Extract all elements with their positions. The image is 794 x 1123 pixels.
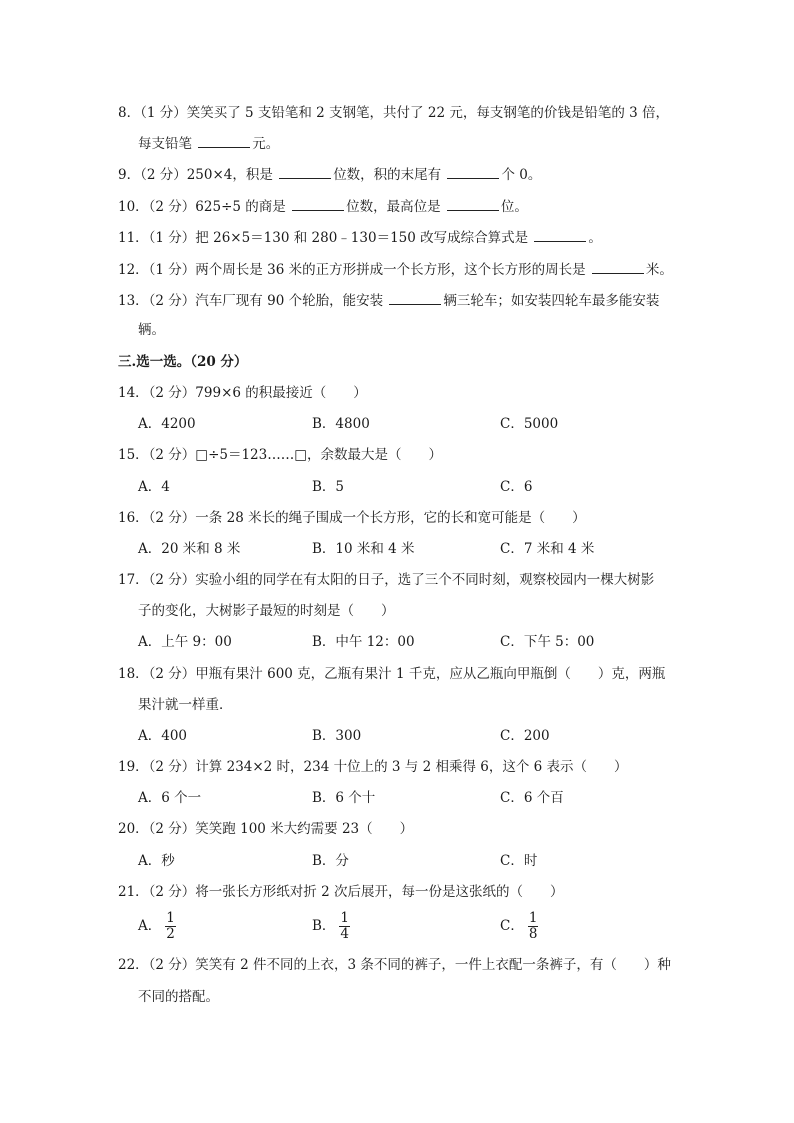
option-b[interactable]: B．分 — [312, 853, 349, 869]
option-a[interactable]: A．6 个一 — [138, 790, 202, 806]
answer-blank — [292, 196, 344, 211]
question-10 — [118, 196, 528, 217]
option-b[interactable]: B．300 — [312, 728, 362, 744]
q12-text-a: 12．（1 分）两个周长是 36 米的正方形拼成一个长方形，这个长方形的周长是 — [118, 262, 586, 278]
option-c[interactable]: C．时 — [500, 853, 538, 869]
question-17-line-2: 子的变化，大树影子最短的时刻是（ ） — [138, 603, 395, 619]
q13-text-b: 辆三轮车；如安装四轮车最多能安装 — [443, 293, 660, 309]
option-b-label: B． — [312, 918, 336, 934]
question-18-options — [138, 726, 658, 746]
q9-text-c: 个 0。 — [501, 167, 542, 183]
question-14-stem: 14．（2 分）799×6 的积最接近（ ） — [118, 385, 367, 401]
denominator: 8 — [528, 926, 538, 942]
option-c[interactable]: C．6 个百 — [500, 790, 564, 806]
answer-blank — [279, 164, 331, 179]
section-heading: 三.选一选。（20 分） — [118, 354, 248, 370]
q10-text-c: 位。 — [500, 199, 528, 215]
question-9 — [118, 164, 541, 185]
q9-text-b: 位数，积的末尾有 — [333, 167, 442, 183]
option-c[interactable]: C．7 米和 4 米 — [500, 541, 595, 557]
answer-blank — [198, 133, 250, 148]
q10-text-a: 10．（2 分）625÷5 的商是 — [118, 199, 286, 215]
option-a-label: A． — [138, 918, 162, 934]
question-18-line-2: 果汁就一样重． — [138, 697, 233, 713]
question-15-options — [138, 477, 658, 497]
q12-text-b: 米。 — [645, 262, 673, 278]
question-19-stem: 19．（2 分）计算 234×2 时，234 十位上的 3 与 2 相乘得 6，这个 6 表示（ ） — [118, 759, 628, 775]
question-12 — [118, 259, 673, 280]
denominator: 4 — [340, 926, 350, 942]
denominator: 2 — [166, 926, 175, 942]
option-a[interactable]: A．4 — [138, 479, 170, 495]
question-16-stem: 16．（2 分）一条 28 米长的绳子围成一个长方形，它的长和宽可能是（ ） — [118, 510, 586, 526]
question-21-stem: 21．（2 分）将一张长方形纸对折 2 次后展开，每一份是这张纸的（ ） — [118, 884, 564, 900]
q13-text-a: 13．（2 分）汽车厂现有 90 个轮胎，能安装 — [118, 293, 384, 309]
question-22-line-2: 不同的搭配。 — [138, 989, 219, 1005]
question-16-options — [138, 539, 658, 559]
question-13-line-2: 辆。 — [138, 322, 165, 338]
q8-unit: 元。 — [252, 136, 280, 152]
fraction — [339, 911, 350, 942]
question-19-options — [138, 788, 658, 808]
q11-text-a: 11．（1 分）把 26×5＝130 和 280﹣130＝150 改写成综合算式是 — [118, 230, 529, 246]
numerator: 1 — [166, 910, 175, 926]
q11-text-b: 。 — [588, 230, 602, 246]
option-c[interactable] — [500, 908, 538, 944]
fraction — [165, 911, 176, 942]
answer-blank — [447, 164, 499, 179]
question-20-stem: 20．（2 分）笑笑跑 100 米大约需要 23（ ） — [118, 821, 414, 837]
question-17-line-1: 17．（2 分）实验小组的同学在有太阳的日子，选了三个不同时刻，观察校园内一棵大树影 — [118, 572, 655, 588]
question-14-options — [138, 414, 658, 434]
option-a[interactable]: A．400 — [138, 728, 188, 744]
fraction — [528, 911, 539, 942]
option-b[interactable]: B．10 米和 4 米 — [312, 541, 415, 557]
question-21-options — [138, 908, 658, 944]
option-b[interactable]: B．中午 12：00 — [312, 634, 415, 650]
option-b[interactable]: B．4800 — [312, 416, 370, 432]
q10-text-b: 位数，最高位是 — [346, 199, 441, 215]
question-15-stem: 15．（2 分）□÷5＝123……□，余数最大是（ ） — [118, 447, 442, 463]
question-13-line-1 — [118, 290, 659, 311]
option-c[interactable]: C．下午 5：00 — [500, 634, 595, 650]
q8-text: 每支铅笔 — [138, 136, 192, 152]
numerator: 1 — [528, 910, 538, 926]
question-11 — [118, 227, 602, 248]
numerator: 1 — [340, 910, 350, 926]
q9-text-a: 9．（2 分）250×4，积是 — [118, 167, 273, 183]
question-17-options — [138, 632, 658, 652]
option-c[interactable]: C．6 — [500, 479, 533, 495]
option-b[interactable]: B．6 个十 — [312, 790, 376, 806]
answer-blank — [389, 290, 441, 305]
answer-blank — [447, 196, 499, 211]
question-8-line-2 — [138, 133, 279, 154]
question-20-options — [138, 851, 658, 871]
option-c[interactable]: C．200 — [500, 728, 550, 744]
option-a[interactable]: A．20 米和 8 米 — [138, 541, 241, 557]
option-a[interactable] — [138, 908, 176, 944]
option-a[interactable]: A．4200 — [138, 416, 196, 432]
question-18-line-1: 18．（2 分）甲瓶有果汁 600 克，乙瓶有果汁 1 千克，应从乙瓶向甲瓶倒（ ）克，两瓶 — [118, 666, 666, 682]
question-8-line-1: 8．（1 分）笑笑买了 5 支铅笔和 2 支钢笔，共付了 22 元，每支钢笔的价钱是铅笔的 3 倍， — [118, 105, 669, 121]
option-c[interactable]: C．5000 — [500, 416, 559, 432]
answer-blank — [592, 259, 644, 274]
option-a[interactable]: A．上午 9：00 — [138, 634, 232, 650]
option-c-label: C． — [500, 918, 524, 934]
answer-blank — [534, 227, 586, 242]
option-a[interactable]: A．秒 — [138, 853, 175, 869]
option-b[interactable]: B．5 — [312, 479, 345, 495]
question-22-line-1: 22．（2 分）笑笑有 2 件不同的上衣，3 条不同的裤子，一件上衣配一条裤子，有（ ）种 — [118, 957, 671, 973]
option-b[interactable] — [312, 908, 350, 944]
